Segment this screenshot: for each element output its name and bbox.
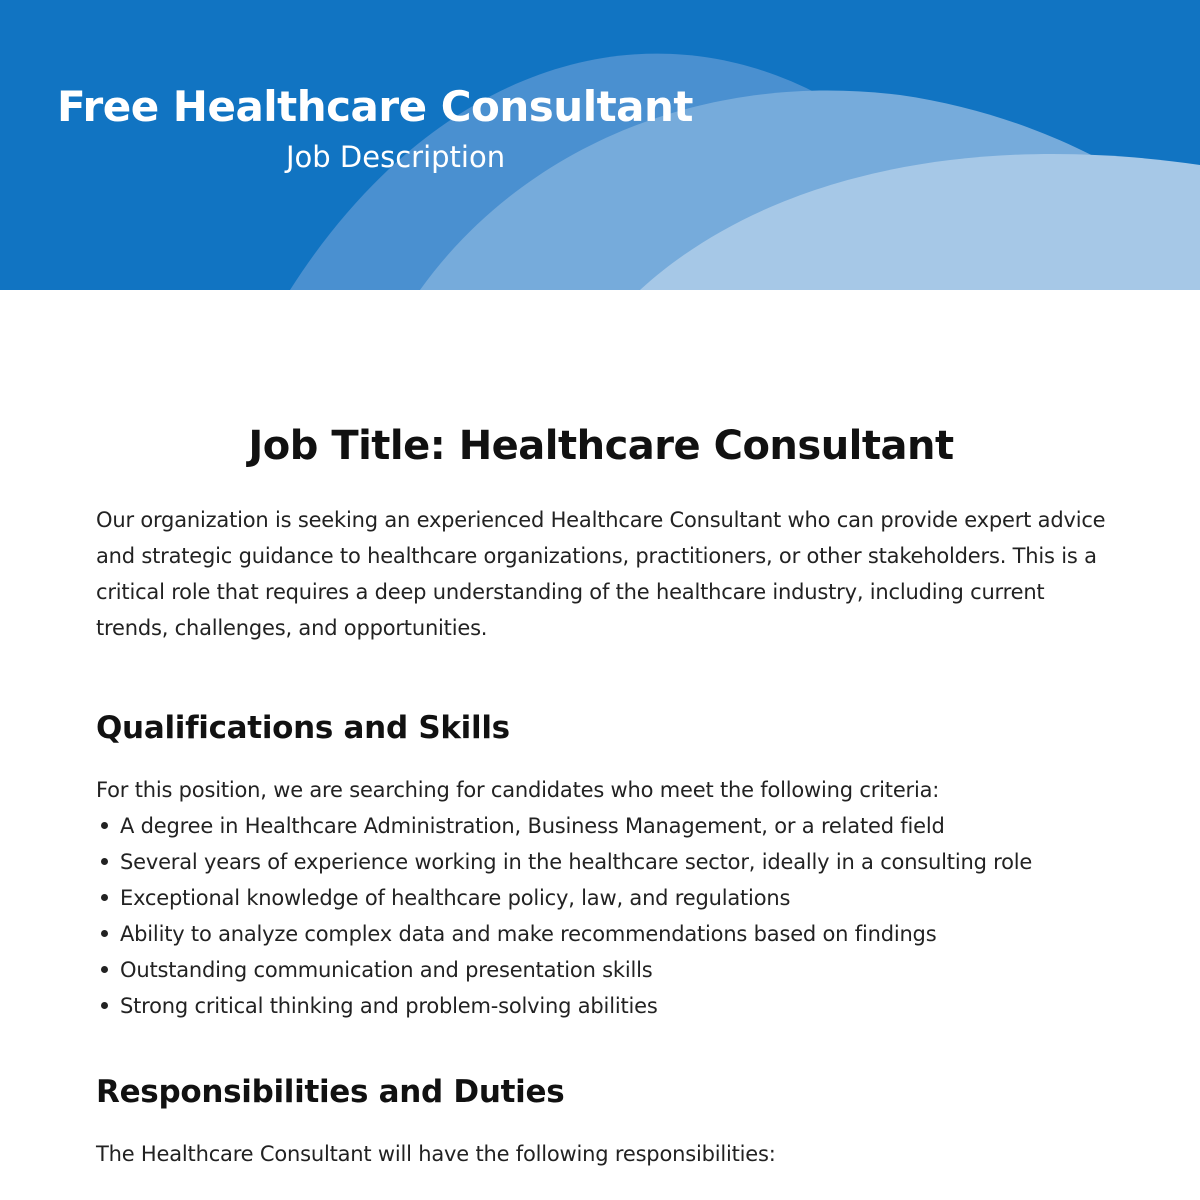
bullet-icon — [101, 858, 108, 865]
job-title: Job Title: Healthcare Consultant — [248, 423, 954, 469]
list-item-text: Ability to analyze complex data and make recommendations based on findings — [120, 922, 937, 946]
banner-title: Free Healthcare Consultant — [57, 82, 693, 131]
list-item — [96, 952, 1106, 988]
list-item — [96, 988, 1106, 1024]
responsibilities-intro: The Healthcare Consultant will have the following responsibilities: — [96, 1142, 776, 1166]
header-banner — [0, 0, 1200, 290]
list-item-text: Strong critical thinking and problem-solving abilities — [120, 994, 658, 1018]
qualifications-intro: For this position, we are searching for candidates who meet the following criteria: — [96, 778, 940, 802]
list-item — [96, 880, 1106, 916]
banner-waves — [0, 0, 1200, 290]
qualifications-heading: Qualifications and Skills — [96, 710, 510, 746]
banner-subtitle: Job Description — [286, 140, 506, 174]
intro-paragraph: Our organization is seeking an experienced Healthcare Consultant who can provide expert advice and strategic guidance to healthcare organizations, practitioners, or other stakeholders. This is a critical role that requires a deep understanding of the healthcare industry, including current trends, challenges, and opportunities. — [96, 508, 1106, 640]
responsibilities-heading: Responsibilities and Duties — [96, 1074, 565, 1110]
bullet-icon — [101, 1002, 108, 1009]
bullet-icon — [101, 930, 108, 937]
bullet-icon — [101, 822, 108, 829]
list-item — [96, 916, 1106, 952]
list-item-text: A degree in Healthcare Administration, Business Management, or a related field — [120, 814, 945, 838]
list-item — [96, 844, 1106, 880]
list-item-text: Outstanding communication and presentation skills — [120, 958, 653, 982]
bullet-icon — [101, 966, 108, 973]
list-item-text: Exceptional knowledge of healthcare policy, law, and regulations — [120, 886, 791, 910]
list-item-text: Several years of experience working in the healthcare sector, ideally in a consulting role — [120, 850, 1033, 874]
document-body — [96, 418, 1106, 1172]
bullet-icon — [101, 894, 108, 901]
list-item — [96, 808, 1106, 844]
qualifications-list — [96, 808, 1106, 1024]
